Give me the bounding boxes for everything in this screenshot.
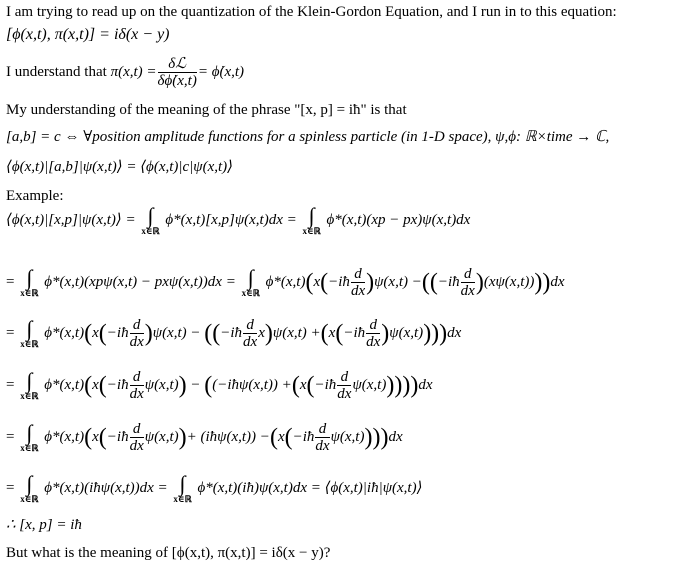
pi-rhs: = ϕ̇(x,t): [197, 63, 245, 80]
commutator-equation: [ϕ(x,t), π(x,t)] = iδ(x − y): [6, 26, 170, 43]
d-dx-fraction: $\frac{d}{dx}$: [315, 421, 330, 454]
integral-symbol: ∫ x∈ℝ: [173, 471, 192, 504]
line-intro: I am trying to read up on the quantization of the Klein-Gordon Equation, and I run in to this equation:: [6, 4, 617, 20]
lagrangian-fraction: [158, 56, 197, 89]
line-question: But what is the meaning of [ϕ(x,t), π(x,t)] = iδ(x − y)?: [6, 545, 331, 561]
integral-symbol: ∫ x∈ℝ: [20, 316, 39, 349]
derivation-row-1: [6, 205, 470, 236]
row1-braket: ⟨ϕ(x,t)|[x,p]|ψ(x,t)⟩ =: [6, 211, 136, 228]
integral-symbol: ∫ x∈ℝ: [20, 368, 39, 401]
integral-symbol: ∫ x∈ℝ: [20, 265, 39, 298]
line-definition-ab: [a,b] = c ⇔ ∀position amplitude functions for a spinless particle (in 1-D space), ψ,ϕ: ℝ×time → ℂ,: [6, 129, 610, 145]
integral-symbol: ∫ x∈ℝ: [302, 203, 321, 236]
pi-lhs: π(x,t) =: [110, 63, 157, 80]
integral-symbol: ∫ x∈ℝ: [241, 265, 260, 298]
derivation-row-6: = ∫ x∈ℝ ϕ*(x,t)(iħψ(x,t))dx = ∫ x∈ℝ ϕ*(x,t)(iħ)ψ(x,t)dx = ⟨ϕ(x,t)|iħ|ψ(x,t)⟩: [6, 471, 423, 504]
fraction-denominator: δϕ̇(x,t): [157, 73, 197, 89]
d-dx-fraction: $\frac{d}{dx}$: [350, 266, 366, 299]
integral-symbol: ∫ x∈ℝ: [141, 203, 160, 236]
derivation-row-3: = ∫ x∈ℝ ϕ*(x,t)(x(−iħ $\frac{d}{dx}$ )ψ(x,t) − ((−iħ $\frac{d}{dx}$ x)ψ(x,t) +(x(−iħ $\frac{d}{dx}$ )ψ(x,t))))dx: [6, 316, 462, 350]
d-dx-fraction: $\frac{d}{dx}$: [129, 369, 144, 402]
definition-line: [6, 56, 244, 89]
d-dx-fraction: $\frac{d}{dx}$: [129, 317, 144, 350]
fraction-numerator: δℒ: [158, 56, 197, 73]
d-dx-fraction: $\frac{d}{dx}$: [366, 317, 381, 350]
row1-integrand: ϕ*(x,t)[x,p]ψ(x,t)dx =: [165, 211, 297, 228]
understand-text: I understand that: [6, 63, 107, 80]
integral-symbol: ∫ x∈ℝ: [20, 420, 39, 453]
line-conclusion: ∴ [x, p] = iħ: [6, 517, 82, 533]
d-dx-fraction: $\frac{d}{dx}$: [337, 369, 352, 402]
d-dx-fraction: $\frac{d}{dx}$: [243, 317, 258, 350]
row1-expanded: ϕ*(x,t)(xp − px)ψ(x,t)dx: [326, 211, 471, 228]
row2-phi: ϕ*(x,t): [265, 273, 306, 290]
derivation-row-5: = ∫ x∈ℝ ϕ*(x,t)(x(−iħ $\frac{d}{dx}$ ψ(x,t))+ (iħψ(x,t)) −(x(−iħ $\frac{d}{dx}$ ψ(x,t))))dx: [6, 420, 403, 454]
line-example: Example:: [6, 188, 64, 204]
line-bracket-identity: ⟨ϕ(x,t)|[a,b]|ψ(x,t)⟩ = ⟨ϕ(x,t)|c|ψ(x,t)⟩: [6, 159, 234, 175]
line-understanding: My understanding of the meaning of the phrase "[x, p] = iħ" is that: [6, 102, 407, 118]
d-dx-fraction: $\frac{d}{dx}$: [460, 266, 475, 299]
derivation-row-2: = ∫ x∈ℝ ϕ*(x,t)(xpψ(x,t) − pxψ(x,t))dx = ∫ x∈ℝ ϕ*(x,t)(x(−iħ $\frac{d}{dx}$ )ψ(x,t) −((−iħ $\frac{d}{dx}$ )(xψ(x,t))))dx: [6, 265, 565, 299]
integral-symbol: ∫ x∈ℝ: [20, 471, 39, 504]
d-dx-fraction: $\frac{d}{dx}$: [129, 421, 144, 454]
row2-integrand: ϕ*(x,t)(xpψ(x,t) − pxψ(x,t))dx =: [44, 273, 236, 290]
derivation-row-4: = ∫ x∈ℝ ϕ*(x,t)(x(−iħ $\frac{d}{dx}$ ψ(x,t)) − ((−iħψ(x,t)) +(x(−iħ $\frac{d}{dx}$ ψ(x,t)))))dx: [6, 368, 433, 402]
